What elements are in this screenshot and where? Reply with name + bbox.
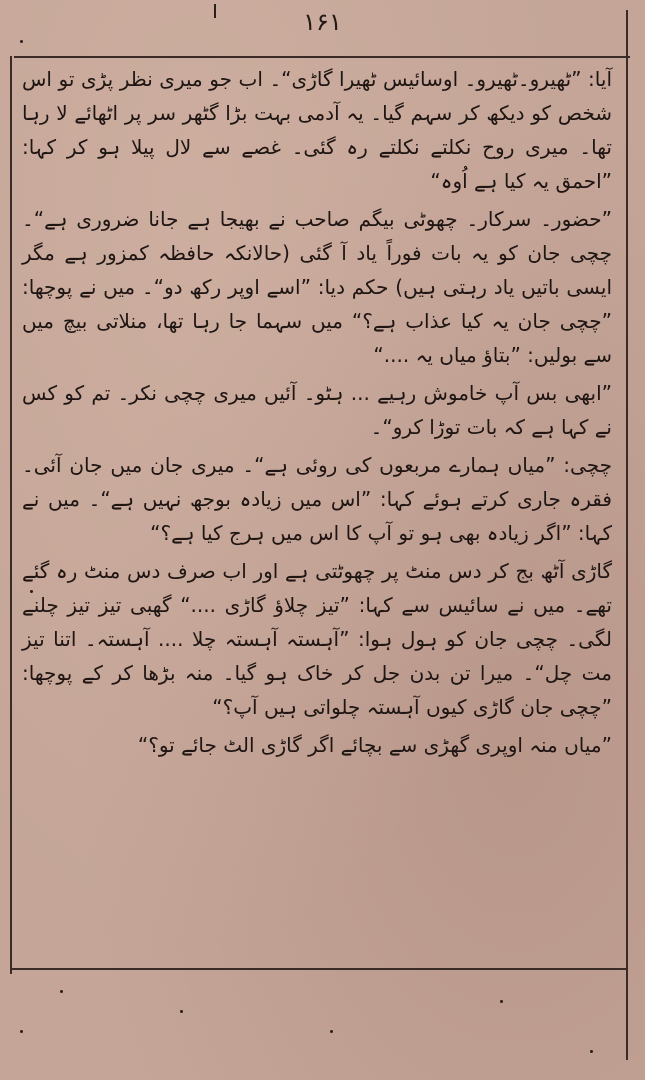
paragraph: گاڑی آٹھ بج کر دس منٹ پر چھوٹتی ہے اور اب صرف دس منٹ رہ گئے تھے۔ میں نے سائیس سے کہا: ”تیز چلاؤ گاڑی ....“ گھبی تیز تیز چلنے لگی۔ چچی جان کو ہول ہوا: ”آہستہ آہستہ چلا .... آہستہ۔ اتنا تیز مت چل“۔ میرا تن بدن جل کر خاک ہو گیا۔ منہ بڑھا کر کے پوچھا: ”چچی جان گاڑی کیوں آہستہ چلواتی ہیں آپ؟“ <box>22 559 612 719</box>
paragraph: ”میاں منہ اوپری گھڑی سے بچائے اگر گاڑی الٹ جائے تو؟“ <box>137 733 612 757</box>
page-number: ۱۶۱ <box>303 8 342 36</box>
paragraph: ”ابھی بس آپ خاموش رہیے ... ہٹو۔ آئیں میری چچی نکر۔ تم کو کس نے کہا ہے کہ بات توڑا کرو“۔ <box>22 381 612 439</box>
top-border-line <box>14 56 630 58</box>
paragraph: ”حضور۔ سرکار۔ چھوٹی بیگم صاحب نے بھیجا ہے جانا ضروری ہے“۔ چچی جان کو یہ بات فوراً یاد آ گئی (حالانکہ حافظہ کمزور ہے مگر ایسی باتیں یاد رہتی ہیں) حکم دیا: ”اسے اوپر رکھ دو“۔ میں نے پوچھا: ”چچی جان یہ کیا عذاب ہے؟“ میں سہما جا رہا تھا، منلاتی بیچ میں سے بولیں: ”بتاؤ میاں یہ ....“ <box>22 207 612 367</box>
ink-speck <box>30 590 33 593</box>
ink-speck <box>20 40 23 43</box>
ink-speck <box>330 1030 333 1033</box>
ink-speck <box>60 990 63 993</box>
paragraph: چچی: ”میاں ہمارے مربعوں کی روئی ہے“۔ میری جان میں جان آئی۔ فقرہ جاری کرتے ہوئے کہا: ”اس میں زیادہ بوجھ نہیں ہے“۔ میں نے کہا: ”اگر زیادہ بھی ہو تو آپ کا اس میں ہرج کیا ہے؟“ <box>22 453 612 545</box>
ink-speck <box>500 1000 503 1003</box>
bottom-border-line <box>12 968 628 970</box>
ink-speck <box>20 1030 23 1033</box>
ink-speck <box>180 1010 183 1013</box>
ink-speck <box>590 1050 593 1053</box>
right-border-line <box>626 10 628 1060</box>
left-border-line <box>10 56 12 974</box>
body-text <box>22 62 612 766</box>
paragraph: آیا: ”ٹھیرو۔ٹھیرو۔ اوسائیس ٹھیرا گاڑی“۔ اب جو میری نظر پڑی تو اس شخص کو دیکھ کر سہم گیا۔ یہ آدمی بہت بڑا گٹھر سر پر اٹھائے لا رہا تھا۔ میری روح نکلتے نکلتے رہ گئی۔ غصے سے لال پیلا ہو کر کہا: ”احمق یہ کیا ہے اُوہ“ <box>22 67 612 193</box>
